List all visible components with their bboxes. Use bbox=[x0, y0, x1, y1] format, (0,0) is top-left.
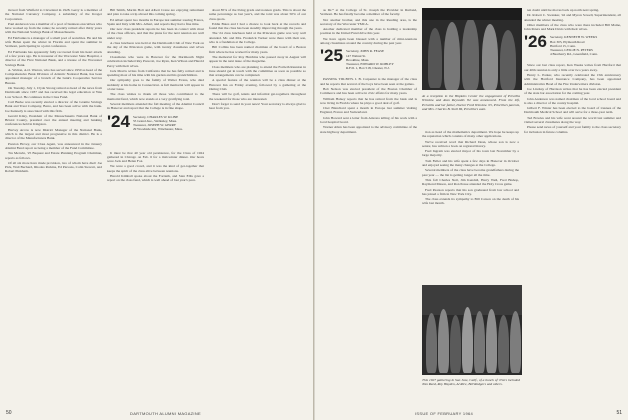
class-24-treasurer-address: 29 Woodside Rd., Winchester, Mass. bbox=[132, 127, 183, 132]
right-column-3 bbox=[524, 8, 621, 135]
class-26-secretary: Secretary, KENNETH W. WEEKS bbox=[549, 35, 598, 40]
column-paragraph: Eddie Bates and I had a chance to look back at the records and found that the class has been steadily improving through the years. bbox=[209, 21, 306, 31]
column-paragraph: Bill Smith, Martin Holt and Albert Crane are enjoying retirement and plan to take a trip abroad this coming spring. bbox=[107, 8, 204, 17]
column-paragraph: Another dedicated member of the class is holding a leadership position in the United Fund drive this year. bbox=[320, 27, 417, 36]
class-26-officers bbox=[550, 33, 598, 56]
class-26-secretary-city: Hartford 15, Conn. bbox=[549, 43, 576, 48]
reception-photo bbox=[422, 8, 522, 90]
column-paragraph: PASSING TID-BITS. I. B. Carpenter is the manager of the class and he reports that several of the boys have been seen at the games. bbox=[320, 77, 417, 86]
column-paragraph: Warner Allen has been appointed to the advisory committee of the state highway department. bbox=[320, 125, 417, 134]
footer-left: DARTMOUTH ALUMNI MAGAZINE bbox=[130, 411, 201, 416]
class-24-officers bbox=[133, 113, 183, 132]
column-paragraph: tion as head of the mathematics department. We hope he keeps up the reputation which consists of many other applications. bbox=[422, 130, 519, 139]
column-paragraph: Harvey Arrow is now District Manager of the National Bank, which is the largest and most progressive in this district. He is a director of the Manufacturers Bank. bbox=[5, 127, 102, 141]
column-paragraph: Several members of the class have become grandfathers during the past year — the list is getting longer all the time. bbox=[422, 168, 519, 177]
column-paragraph: Fred Pearson reports that his son graduated from law school and has joined a firm in New York City. bbox=[422, 187, 519, 196]
column-paragraph: Joe Lindsay of Harrison writes that he has been elected president of the state bar association for the coming year. bbox=[524, 86, 621, 96]
column-paragraph: Don't forget to send in your news! Your secretary is always glad to hear from you. bbox=[209, 101, 306, 111]
column-paragraph: William Halsey reports that he has retired from the bank and is now living in Florida where he plays a good deal of golf. bbox=[320, 96, 417, 105]
column-paragraph: Carl Burke was recently elected a director of the Granite Savings Bank and Trust Company, Barre, and has been active with the bank. Joe Kennedy is associated with this firm. bbox=[5, 99, 102, 113]
column-paragraph: We were a good crowd, and it was the kind of get-together that keeps the spirit of the class alive between reunions. bbox=[107, 164, 204, 173]
class-24-year: '24 bbox=[107, 111, 130, 131]
column-paragraph: Our sympathy goes to the family of Walter Evans, who died suddenly at his home in Connecticut. A full memorial will appear in a later issue. bbox=[107, 78, 204, 92]
column-paragraph: Gilbert F. Winter has been elected to the board of trustees of the Dartmouth Medical School and will serve for a three-year term. bbox=[524, 106, 621, 115]
column-paragraph: Class members who are planning to attend the Fortieth Reunion in June should get in touch with the committee as soon as possible so that arrangements can be completed. bbox=[209, 64, 306, 78]
column-paragraph: Ted Bowles and his wife went around the world last summer and visited several classmates along the way. bbox=[524, 115, 621, 125]
column-paragraph: Since our last class report, Ken Weeks writes from Hartford that our 40th reunion is only a little over two years away. bbox=[524, 63, 621, 72]
column-paragraph: moved from Winfield to Cleveland in 1928. Gerry is a member of the National Currency Company, a subsidiary of the Kroger Corporation. bbox=[5, 8, 102, 21]
column-paragraph: The memorial for Roy Hutchins who passed away in August will appear in the next issue of the magazine. bbox=[209, 54, 306, 64]
column-paragraph: The class extends its sympathy to Bill Carson on the death of his wife last month. bbox=[422, 197, 519, 206]
class-25-year: '25 bbox=[320, 46, 343, 66]
column-paragraph: Jack Morris writes from California that he has fully retired and is spending most of his time with his garden and his grandchildren. bbox=[107, 68, 204, 78]
column-paragraph: There will be golf, tennis and informal get-togethers throughout the weekend for those who are interested. bbox=[209, 92, 306, 101]
column-paragraph: Tom Fuller and his wife spent a few days in Hanover in October and enjoyed seeing the many changes at the College. bbox=[422, 158, 519, 168]
column-paragraph: Preston Hovey, our Class Agent, was announced in the January Alumni Fund report as being a member of the Fund Committee. bbox=[5, 141, 102, 150]
column-paragraph: Bob Nelson was elected president of the Boston Chamber of Commerce and has been active in civic affairs for many years. bbox=[320, 86, 417, 96]
class-26-treasurer-address: 4 Bearberry Rd., Greenfield, Conn. bbox=[549, 52, 598, 57]
column-paragraph: A special feature of the reunion will be a class dinner at the Hanover Inn on Friday evening, followed by a gathering at the Outing Club. bbox=[209, 78, 306, 92]
class-24-secretary-address: 55 Grand Ave., Wellesley, Mass. bbox=[132, 118, 177, 123]
column-paragraph: about 85% of the living grads and nonnon grads. This is about the same percentage as last year's, and the total was about 50% of our class quota. bbox=[209, 8, 306, 21]
column-paragraph: Ed Fairbanks has apparently fully recovered from his heart attack of a few years ago. He is treasurer of the Worcester State Hospital, a director of the First National Bank, and a trustee of the Worcester Savings Bank. bbox=[5, 49, 102, 67]
class-24-header bbox=[107, 113, 204, 151]
left-column-1 bbox=[5, 8, 102, 175]
right-column-1 bbox=[320, 8, 417, 135]
class-25-treasurer: Treasurer, EDWARD W. ROBLEY bbox=[345, 61, 394, 66]
column-paragraph: Tru Merwin, '25 Bequest and Estate Planning Program Chairman, reports as follows. bbox=[5, 151, 102, 160]
column-paragraph: Harold Kimball spoke about the Fortieth, and Stan Ellis gave a report on the class fund, which is well ahead of last year's pace. bbox=[107, 174, 204, 183]
column-paragraph: Ed Fairbanks is a manager of a small pool of securities. He and his wife Helen spent the winter in Florida and spent the summer in Vermont, participating in a joint conference. bbox=[5, 35, 102, 49]
left-column-3 bbox=[209, 8, 306, 112]
class-26-secretary-street: Box 305, Plymouth Road bbox=[549, 39, 585, 44]
reception-photo-caption: At a reception in the Hopkins Center the engagement of Priscilla Winslow and Alan Reynolds '62 was announced. From the left, Priscilla and her father, Doctor Ford Winslow '25, Priscilla's parents, and Mrs. Charles B. Stoll III, Priscilla's aunt. bbox=[422, 94, 520, 111]
class-25-header bbox=[320, 47, 417, 77]
class-25-secretary-city: Brookline, Mass. bbox=[345, 57, 370, 62]
class-25-officers bbox=[346, 47, 394, 70]
page-number-right: 51 bbox=[616, 410, 622, 416]
column-paragraph: Other members of the class who were there included Bill Maine, John Peters and Mark Davis with their wives. bbox=[524, 22, 621, 32]
group-photo-caption: This 1927 gathering in San Jose, Calif., of a bunch of '25ers included Tom Reed, Roy Hayden, Al Rice, Bill Rodgers and others. bbox=[422, 378, 520, 387]
column-paragraph: The class wishes to thank all those who contributed to the memorial fund, which now stands at a very gratifying total. bbox=[107, 92, 204, 101]
column-paragraph: Please send news of yourself and your family to the class secretary for inclusion in future columns. bbox=[524, 125, 621, 134]
column-paragraph: Our new class president reports he has been in contact with most of the class officers, and that the plans for the next reunion are well under way. bbox=[107, 27, 204, 40]
column-paragraph: Not another brother, and this one in the Reading area, is the secretary of the Worcester YMCA. bbox=[320, 17, 417, 26]
class-25-treasurer-address: R.F.D. 1, Box 518, Chester, N.J. bbox=[345, 66, 390, 71]
column-paragraph: Dr. Robert C. Swanker, '42 and Myron Sowell, Superintendent, all attended the winter meeting. bbox=[524, 13, 621, 22]
column-paragraph: Ed Albert spent two months in Europe last summer touring France, Spain and Italy with Mrs. Albert, and reports they had a fine time. bbox=[107, 17, 204, 26]
class-26-treasurer: Treasurer, LESLIE N. PETERS bbox=[549, 48, 593, 53]
column-paragraph: The '24 class luncheon held at the Princeton game was very well attended. Mr. and Mrs. Frederick Tucker were there with their son, who is a freshman at the College. bbox=[209, 31, 306, 45]
column-paragraph: Chet Blanchard spent a month in Europe last summer visiting England, France and Switzerland. bbox=[320, 106, 417, 115]
column-paragraph: This fall Charles Neil, Jim Kendall, Harry Weil, Fred Bishop, Raymond Mason, and Ron Pease attended the Holy Cross game. bbox=[422, 177, 519, 187]
class-25-secretary: Secretary, JOHN R. FEASE bbox=[345, 49, 385, 54]
column-paragraph: Several members attended the fall meeting of the Alumni Council in Hanover and report that the College is in fine shape. bbox=[107, 101, 204, 111]
column-paragraph: A class luncheon was held at the Dartmouth Club of New York on the day of the Princeton game, with twenty classmates and wives attending. bbox=[107, 41, 204, 54]
column-paragraph: John Howard sent a letter from Arizona telling of his work with a local hospital board. bbox=[320, 115, 417, 125]
class-26-year: '26 bbox=[524, 32, 547, 52]
right-page bbox=[315, 0, 628, 420]
column-paragraph: We've received word that Richard Dean, whose son is now a senior, has written a book on regional history. bbox=[422, 139, 519, 148]
right-column-2 bbox=[422, 130, 519, 207]
column-paragraph: It must be that 40 year old persistence, for the Class of 1924 gathered in Chicago on Feb. 6 for a mid-winter dinner. Our hosts were Jack and Helen Fox. bbox=[107, 150, 204, 164]
class-24-secretary: Secretary, CHARLES W. KLINE bbox=[132, 114, 179, 119]
left-column-2 bbox=[107, 8, 204, 184]
class-24-treasurer: Treasurer, JOSEPH W. GERRY bbox=[132, 122, 177, 127]
column-paragraph: Of all six more have made provision, two of whom have died: Joe Pick, Walt Bechard, Rhodes Perkins, Ed Parsons, Colin Stewart, and Robert Pinkham. bbox=[5, 160, 102, 174]
group-photo bbox=[422, 285, 522, 375]
column-paragraph: Fred Ingram was elected mayor of his town last November by a large majority. bbox=[422, 149, 519, 158]
column-paragraph: Classmates who were in Hanover for the Dartmouth Night celebration included Ray Prescott, Joe Ryan, Ken Wilson and Harold Perry with their wives. bbox=[107, 54, 204, 68]
column-paragraph: Paul Anderson was a member of a pool of business executives who have worked up from the ranks; he recently retired after thirty years with the National Savings Bank of Massachusetts. bbox=[5, 21, 102, 35]
footer-right: ISSUE OF FEBRUARY 1964 bbox=[415, 411, 474, 416]
class-26-header bbox=[524, 33, 621, 63]
page-number-left: 50 bbox=[6, 410, 12, 416]
column-paragraph: Henry L. Parker, who recently celebrated the 15th anniversary with the Hartford Insurance Company, has been appointed Administrative Head of the Fire Underwriters division. bbox=[524, 73, 621, 86]
column-paragraph: John Anderson was named chairman of the local school board and is also a director of the county hospital. bbox=[524, 96, 621, 105]
column-paragraph: Gerald Kiley, President of the Massachusetts National Bank of Bristol County, presided over the annual meeting and banking conferences held in Kingston. bbox=[5, 113, 102, 127]
column-paragraph: On Tuesday, July 1, Clyde Strong retired as head of the news from Dartmouth since 1937 and has received his legal education at Yale Law School. He continues in the Class Fund. bbox=[5, 86, 102, 99]
column-paragraph: A. Walton, A.O. Warren, who has served since 1950 as head of the Comprehensive Bank Division of Atlantic National Bank, has been appointed manager of a branch of the bank's Cooperative Service Bureau. bbox=[5, 67, 102, 85]
column-paragraph: ten doubt until he moves back up north next spring. bbox=[527, 8, 600, 12]
column-paragraph: as Dr.* at the College of St. Joseph the Provider in Rutland, Vermont. He has finally become a member of the faculty. bbox=[320, 8, 417, 17]
column-paragraph: Bill Collins has been named chairman of the board of a Boston firm where he has worked for many years. bbox=[209, 45, 306, 54]
column-paragraph: We have again been blessed with a number of mini-reunions among classmates around the country during the past year. bbox=[320, 36, 417, 46]
class-25-secretary-street: 147 Walnut St. bbox=[345, 53, 367, 58]
